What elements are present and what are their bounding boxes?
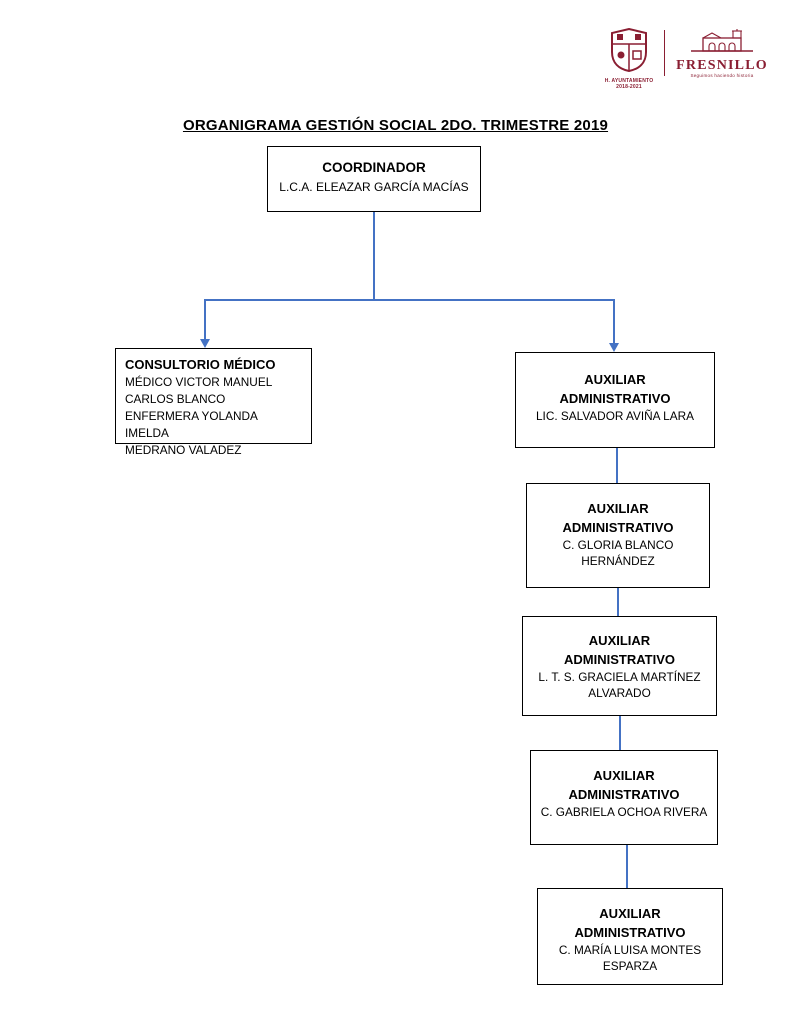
node-title: ADMINISTRATIVO <box>559 391 671 406</box>
orgchart-node-auxiliar-4 <box>530 750 718 845</box>
connector-right-drop <box>613 299 615 343</box>
node-name: C. GLORIA BLANCO <box>562 538 674 552</box>
connector-horizontal <box>204 299 615 301</box>
node-title: AUXILIAR <box>584 372 646 387</box>
node-name: ESPARZA <box>602 959 658 973</box>
connector-left-drop <box>204 299 206 339</box>
logo-divider <box>664 30 665 76</box>
fresnillo-wordmark: FRESNILLO <box>676 58 768 73</box>
node-title: COORDINADOR <box>322 160 426 175</box>
orgchart-node-auxiliar-2 <box>526 483 710 588</box>
node-name: L.C.A. ELEAZAR GARCÍA MACÍAS <box>279 180 469 194</box>
node-line: ENFERMERA YOLANDA IMELDA <box>125 409 258 440</box>
node-title: CONSULTORIO MÉDICO <box>125 357 276 372</box>
node-title: AUXILIAR <box>593 768 655 783</box>
arrow-down-icon <box>200 339 210 348</box>
orgchart-node-consultorio-medico <box>115 348 312 457</box>
node-line: CARLOS BLANCO <box>125 392 226 406</box>
node-name: ALVARADO <box>588 686 651 700</box>
orgchart-node-coordinador <box>267 146 481 212</box>
fresnillo-logo <box>674 28 770 79</box>
node-name: L. T. S. GRACIELA MARTÍNEZ <box>538 670 701 684</box>
node-title: ADMINISTRATIVO <box>568 787 680 802</box>
node-name: HERNÁNDEZ <box>581 554 655 568</box>
arrow-down-icon <box>609 343 619 352</box>
connector-coordinador-down <box>373 212 375 300</box>
node-title: ADMINISTRATIVO <box>574 925 686 940</box>
node-name: C. GABRIELA OCHOA RIVERA <box>540 805 708 819</box>
crest-shield-icon <box>610 28 648 72</box>
orgchart-node-auxiliar-1 <box>515 352 715 448</box>
node-name: LIC. SALVADOR AVIÑA LARA <box>535 409 694 423</box>
crest-caption-line1: H. AYUNTAMIENTO <box>604 78 654 84</box>
page-title: ORGANIGRAMA GESTIÓN SOCIAL 2DO. TRIMESTRE 2019 <box>182 117 609 134</box>
node-title: AUXILIAR <box>599 906 661 921</box>
header-logos <box>603 28 770 90</box>
node-line: MEDRANO VALADEZ <box>125 443 242 457</box>
connector-aux3-aux4 <box>619 716 621 750</box>
node-title: ADMINISTRATIVO <box>564 652 675 667</box>
fresnillo-building-icon <box>690 28 754 52</box>
orgchart-node-auxiliar-3 <box>522 616 717 716</box>
node-line: MÉDICO VICTOR MANUEL <box>125 375 273 389</box>
crest-caption <box>603 78 655 90</box>
connector-aux1-aux2 <box>616 448 618 483</box>
crest-caption-line2: 2018-2021 <box>616 84 642 90</box>
fresnillo-tagline: Seguimos haciendo historia <box>690 73 754 78</box>
node-title: ADMINISTRATIVO <box>562 520 674 535</box>
connector-aux4-aux5 <box>626 845 628 888</box>
node-name: C. MARÍA LUISA MONTES <box>558 943 702 957</box>
node-title: AUXILIAR <box>587 501 649 516</box>
connector-aux2-aux3 <box>617 588 619 616</box>
municipal-crest-logo <box>603 28 655 90</box>
orgchart-node-auxiliar-5 <box>537 888 723 985</box>
node-title: AUXILIAR <box>588 633 651 648</box>
